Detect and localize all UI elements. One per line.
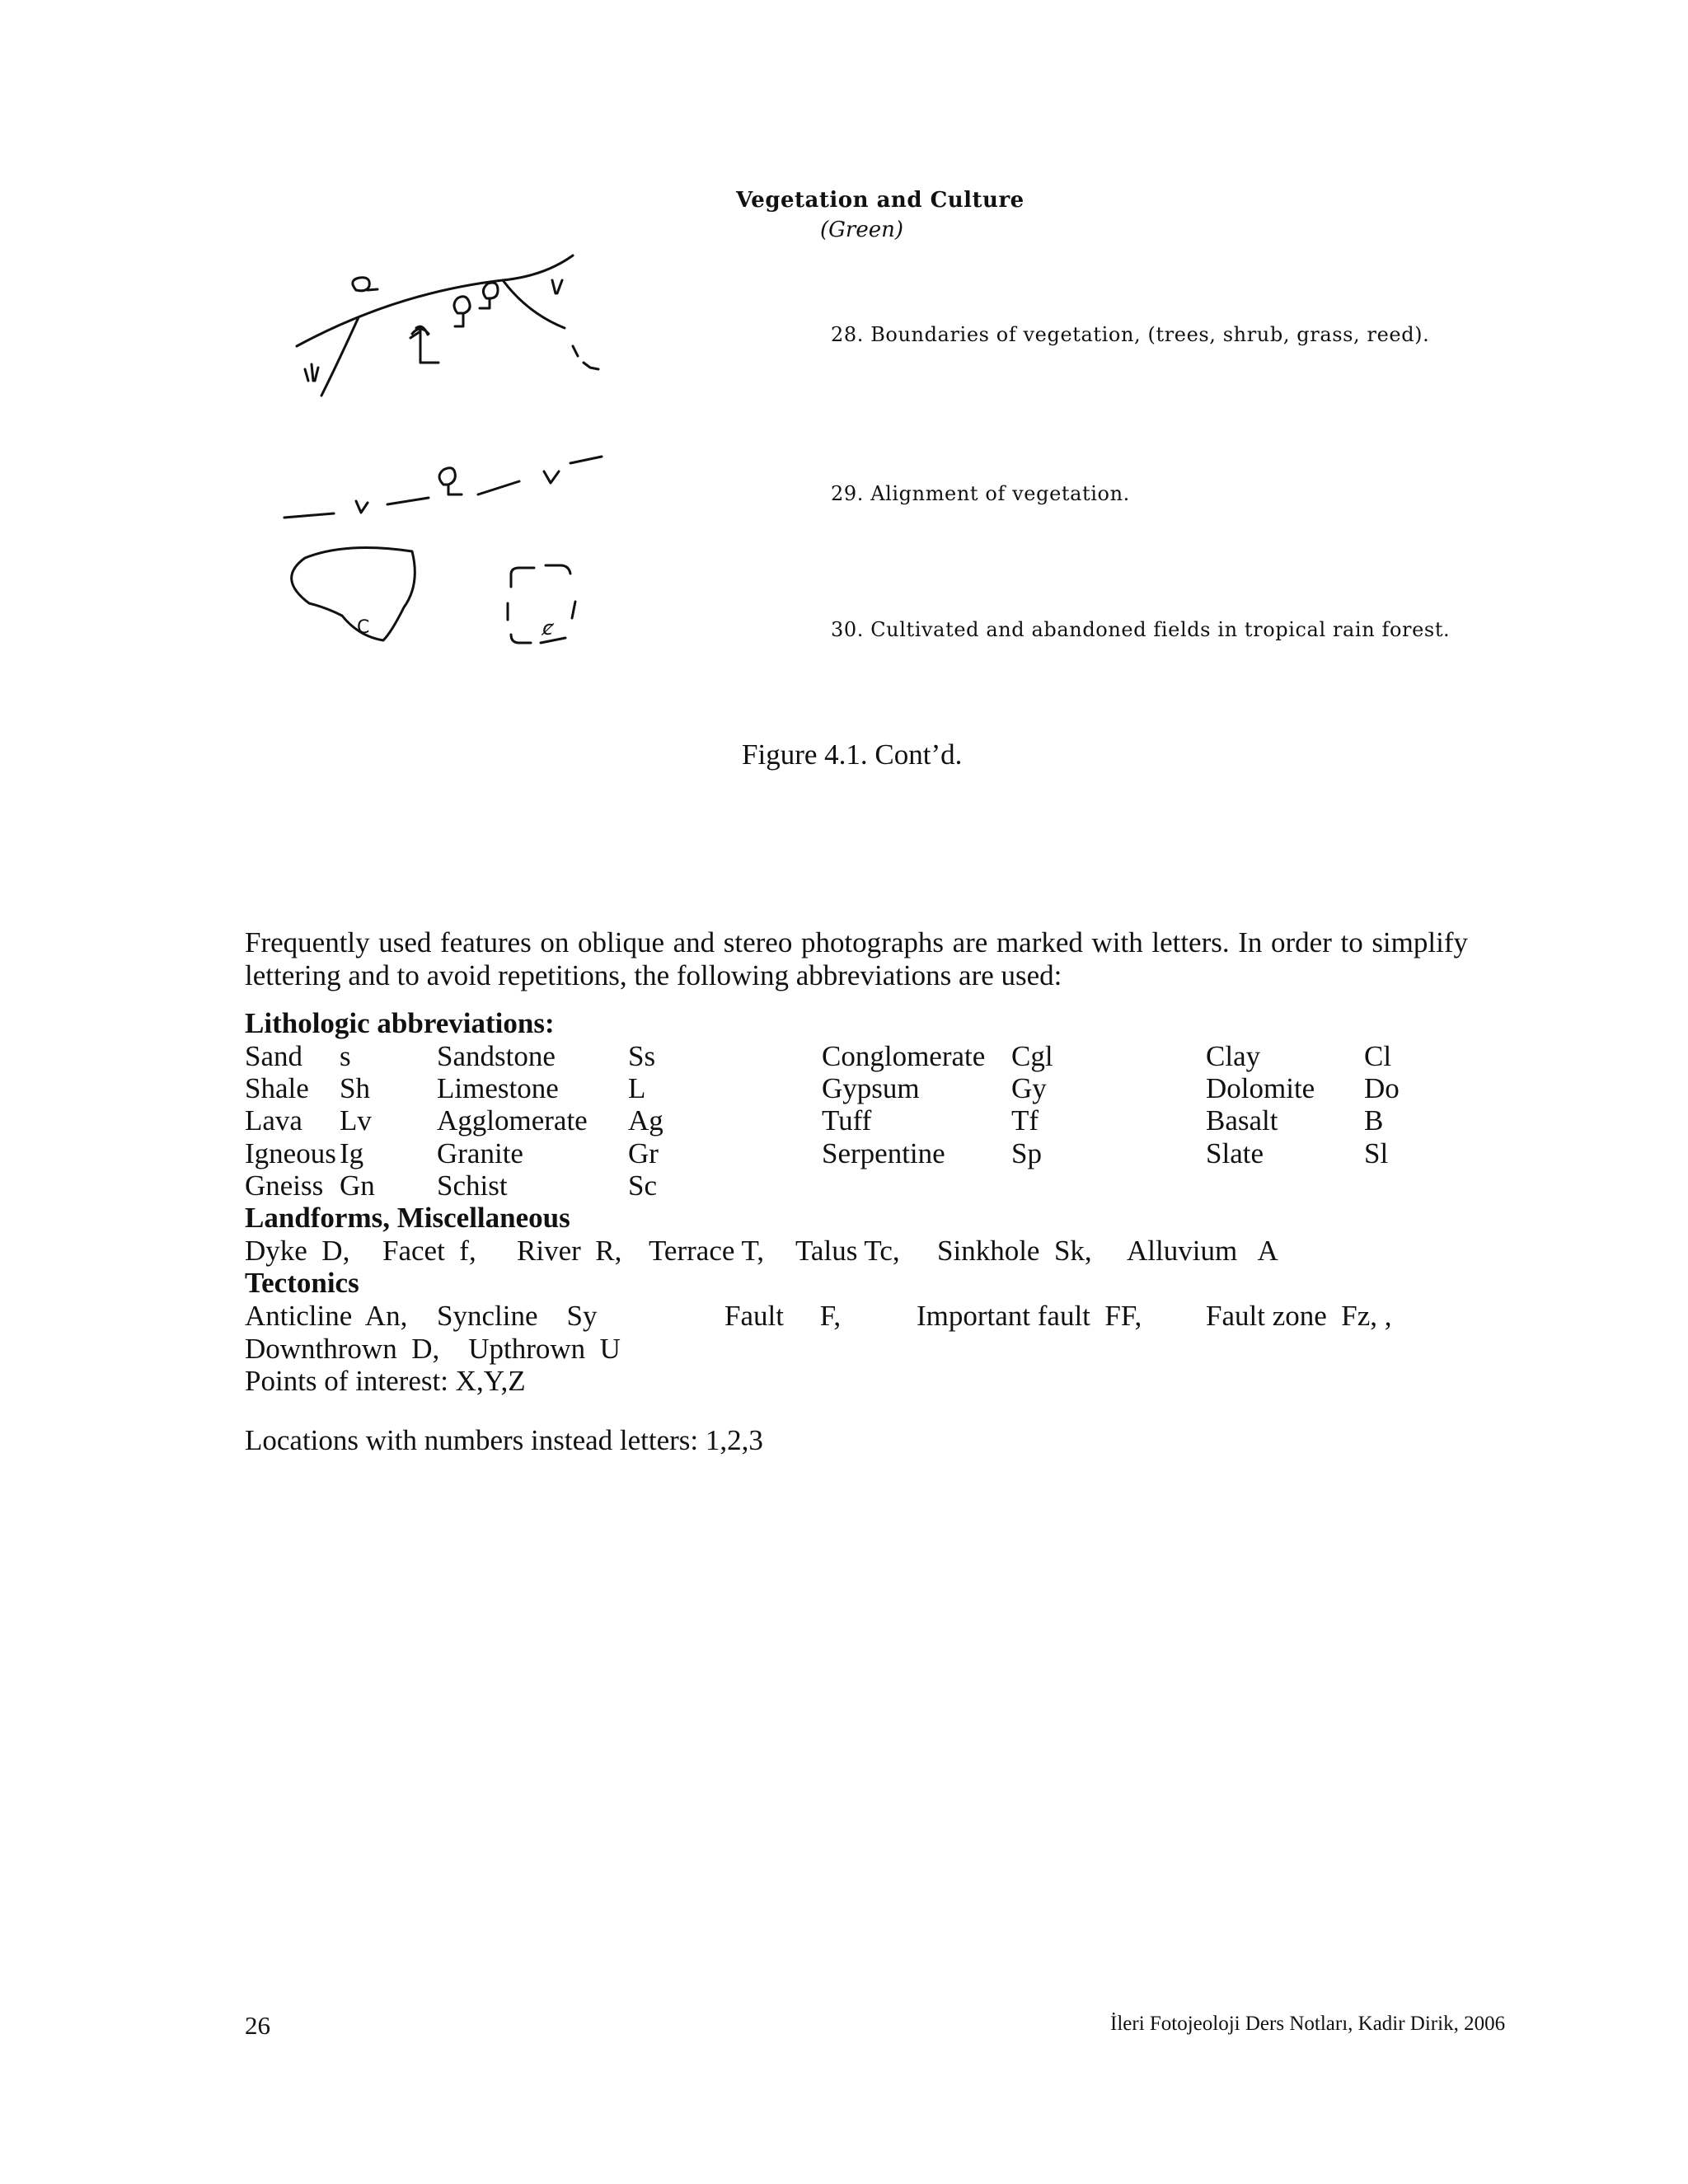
vegetation-alignment-symbol bbox=[284, 457, 602, 518]
rock-abbreviation: Tf bbox=[1011, 1104, 1039, 1137]
rock-name: Sandstone bbox=[437, 1040, 556, 1072]
rock-name: Schist bbox=[437, 1169, 508, 1202]
rock-abbreviation: Gy bbox=[1011, 1072, 1047, 1104]
rock-name: Igneous bbox=[245, 1137, 336, 1169]
figure-title: Vegetation and Culture bbox=[736, 188, 1025, 213]
rock-abbreviation: B bbox=[1364, 1104, 1384, 1137]
rock-abbreviation: Ig bbox=[340, 1137, 364, 1169]
rock-abbreviation: Gr bbox=[628, 1137, 659, 1169]
rock-abbreviation: Lv bbox=[340, 1104, 372, 1137]
rock-abbreviation: Sh bbox=[340, 1072, 370, 1104]
numbers-note-text: Locations with numbers instead letters: 1,2,3 bbox=[245, 1424, 763, 1456]
lithologic-row bbox=[245, 1104, 1481, 1137]
rock-name: Slate bbox=[1206, 1137, 1264, 1169]
rock-name: Tuff bbox=[822, 1104, 872, 1137]
rock-name: Clay bbox=[1206, 1040, 1261, 1072]
tectonic-fault-zone: Fault zone Fz, , bbox=[1206, 1300, 1392, 1332]
landforms-heading: Landforms, Miscellaneous bbox=[245, 1202, 570, 1234]
tectonics-line-2 bbox=[245, 1333, 1481, 1366]
rock-name: Granite bbox=[437, 1137, 523, 1169]
rock-name: Limestone bbox=[437, 1072, 559, 1104]
numbers-note bbox=[245, 1424, 1481, 1457]
landform-terrace: Terrace T, bbox=[649, 1235, 765, 1267]
rock-abbreviation: Sp bbox=[1011, 1137, 1042, 1169]
rock-abbreviation: L bbox=[628, 1072, 646, 1104]
landforms-line bbox=[245, 1235, 1481, 1268]
figure-subtitle: (Green) bbox=[820, 218, 904, 242]
legend-item-28: 28. Boundaries of vegetation, (trees, shrub, grass, reed). bbox=[831, 323, 1430, 346]
landform-facet: Facet f, bbox=[382, 1235, 476, 1267]
rock-name: Agglomerate bbox=[437, 1104, 588, 1137]
rock-abbreviation: Ag bbox=[628, 1104, 663, 1137]
lithologic-heading: Lithologic abbreviations: bbox=[245, 1007, 555, 1039]
rock-name: Basalt bbox=[1206, 1104, 1278, 1137]
cultivated-field-letter: C bbox=[357, 617, 370, 638]
tectonics-line-1 bbox=[245, 1300, 1481, 1333]
abandoned-field-symbol bbox=[508, 565, 575, 643]
rock-name: Lava bbox=[245, 1104, 302, 1137]
points-of-interest-text: Points of interest: X,Y,Z bbox=[245, 1365, 526, 1397]
rock-abbreviation: Sc bbox=[628, 1169, 657, 1202]
rock-name: Shale bbox=[245, 1072, 309, 1104]
landform-alluvium: Alluvium A bbox=[1127, 1235, 1278, 1267]
landform-dyke: Dyke D, bbox=[245, 1235, 350, 1267]
vegetation-symbols-drawing bbox=[272, 247, 626, 692]
rock-name: Conglomerate bbox=[822, 1040, 986, 1072]
tectonics-heading: Tectonics bbox=[245, 1267, 359, 1299]
legend-item-30: 30. Cultivated and abandoned fields in tropical rain forest. bbox=[831, 618, 1451, 641]
rock-abbreviation: Cgl bbox=[1011, 1040, 1053, 1072]
intro-paragraph: Frequently used features on oblique and stereo photographs are marked with letters. In order to simplify lettering and to avoid repetitions, the following abbreviations are used: bbox=[245, 926, 1468, 991]
legend-item-29: 29. Alignment of vegetation. bbox=[831, 482, 1130, 505]
rock-name: Sand bbox=[245, 1040, 302, 1072]
lithologic-row bbox=[245, 1169, 1481, 1202]
cultivated-field-symbol bbox=[292, 548, 415, 641]
rock-name: Gypsum bbox=[822, 1072, 920, 1104]
rock-name: Dolomite bbox=[1206, 1072, 1315, 1104]
rock-abbreviation: s bbox=[340, 1040, 351, 1072]
vegetation-boundary-symbol bbox=[297, 255, 598, 396]
rock-abbreviation: Gn bbox=[340, 1169, 375, 1202]
figure-caption: Figure 4.1. Cont’d. bbox=[742, 738, 963, 771]
tectonic-syncline: Syncline Sy bbox=[437, 1300, 598, 1332]
tectonic-anticline: Anticline An, bbox=[245, 1300, 408, 1332]
page-number: 26 bbox=[245, 2011, 270, 2040]
rock-abbreviation: Do bbox=[1364, 1072, 1400, 1104]
footer-source: İleri Fotojeoloji Ders Notları, Kadir Dirik, 2006 bbox=[1110, 2013, 1506, 2035]
lithologic-row bbox=[245, 1040, 1481, 1073]
landform-talus: Talus Tc, bbox=[795, 1235, 900, 1267]
points-of-interest bbox=[245, 1365, 1481, 1398]
rock-abbreviation: Cl bbox=[1364, 1040, 1392, 1072]
lithologic-row bbox=[245, 1072, 1481, 1105]
landform-river: River R, bbox=[517, 1235, 622, 1267]
tectonic-fault: Fault F, bbox=[724, 1300, 842, 1332]
lithologic-row bbox=[245, 1137, 1481, 1170]
abandoned-field-letter: ȼ bbox=[542, 616, 554, 640]
tectonic-downthrown-upthrown: Downthrown D, Upthrown U bbox=[245, 1333, 621, 1365]
rock-name: Gneiss bbox=[245, 1169, 324, 1202]
rock-name: Serpentine bbox=[822, 1137, 945, 1169]
landform-sinkhole: Sinkhole Sk, bbox=[937, 1235, 1092, 1267]
rock-abbreviation: Ss bbox=[628, 1040, 656, 1072]
tectonic-important-fault: Important fault FF, bbox=[917, 1300, 1142, 1332]
rock-abbreviation: Sl bbox=[1364, 1137, 1389, 1169]
